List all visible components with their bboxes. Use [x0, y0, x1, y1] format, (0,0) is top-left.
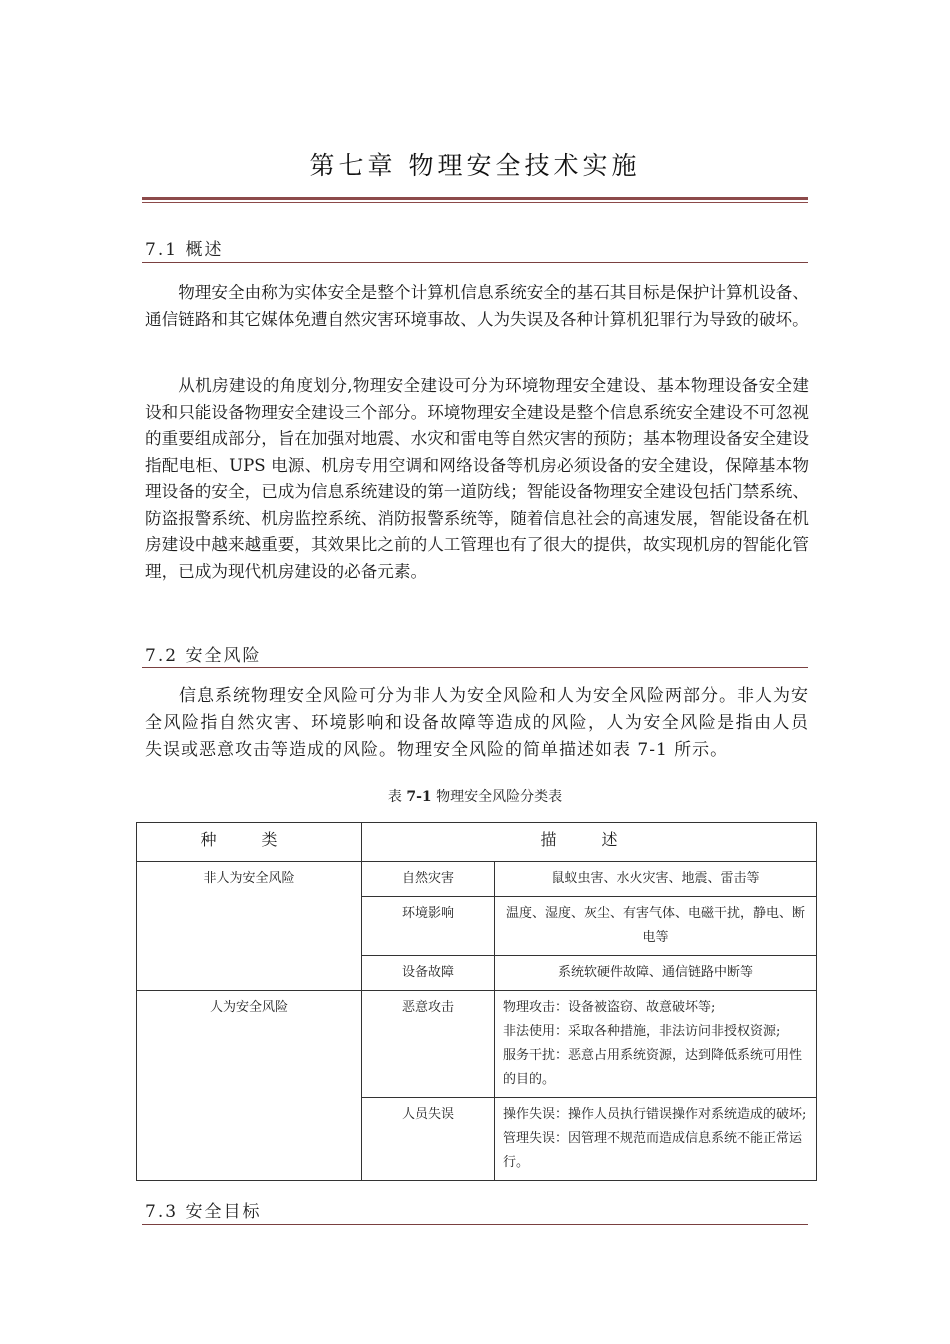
desc-human-error — [495, 1098, 817, 1181]
risk-table — [136, 822, 817, 1181]
desc-line: 管理失误：因管理不规范而造成信息系统不能正常运行。 — [503, 1131, 803, 1170]
type-malicious-attack: 恶意攻击 — [362, 991, 495, 1098]
table-caption — [0, 786, 950, 806]
caption-number: 7-1 — [406, 789, 432, 805]
desc-environment: 温度、湿度、灰尘、有害气体、电磁干扰，静电、断电等 — [495, 897, 817, 956]
section-rule-goals — [142, 1224, 808, 1225]
section-heading-goals: 7.3 安全目标 — [145, 1202, 262, 1222]
category-non-human: 非人为安全风险 — [137, 862, 362, 991]
paragraph-overview-1: 物理安全由称为实体安全是整个计算机信息系统安全的基石其目标是保护计算机设备、通信链路和其它媒体免遭自然灾害环境事故、人为失误及各种计算机犯罪行为导致的破坏。 — [145, 283, 809, 329]
caption-prefix: 表 — [387, 789, 407, 805]
section-heading-risk: 7.2 安全风险 — [145, 646, 262, 666]
caption-text: 物理安全风险分类表 — [431, 789, 563, 805]
desc-line: 非法使用：采取各种措施，非法访问非授权资源; — [503, 1024, 781, 1039]
type-human-error: 人员失误 — [362, 1098, 495, 1181]
title-rule-thick — [142, 197, 808, 200]
type-environment: 环境影响 — [362, 897, 495, 956]
desc-malicious-attack — [495, 991, 817, 1098]
section-rule-risk — [142, 667, 808, 668]
desc-device-failure: 系统软硬件故障、通信链路中断等 — [495, 956, 817, 991]
paragraph-risk-intro: 信息系统物理安全风险可分为非人为安全风险和人为安全风险两部分。非人为安全风险指自然灾害、环境影响和设备故障等造成的风险，人为安全风险是指由人员失误或恶意攻击等造成的风险。物理安全风险的简单描述如表 7-1 所示。 — [145, 686, 809, 760]
title-rule-thin — [142, 202, 808, 203]
section-heading-overview: 7.1 概述 — [145, 240, 224, 260]
desc-line: 物理攻击：设备被盗窃、故意破坏等; — [503, 1000, 716, 1015]
desc-natural-disaster: 鼠蚁虫害、水火灾害、地震、雷击等 — [495, 862, 817, 897]
section-rule-overview — [142, 262, 808, 263]
desc-line: 操作失误：操作人员执行错误操作对系统造成的破坏; — [503, 1107, 807, 1122]
type-natural-disaster: 自然灾害 — [362, 862, 495, 897]
table-row — [137, 862, 817, 897]
category-human: 人为安全风险 — [137, 991, 362, 1181]
desc-line: 服务干扰：恶意占用系统资源，达到降低系统可用性的目的。 — [503, 1048, 803, 1087]
table-row — [137, 991, 817, 1098]
chapter-title: 第七章 物理安全技术实施 — [309, 151, 641, 180]
header-category: 种 类 — [137, 823, 362, 862]
table-header-row — [137, 823, 817, 862]
header-description: 描 述 — [362, 823, 817, 862]
type-device-failure: 设备故障 — [362, 956, 495, 991]
paragraph-overview-2: 从机房建设的角度划分,物理安全建设可分为环境物理安全建设、基本物理设备安全建设和只能设备物理安全建设三个部分。环境物理安全建设是整个信息系统安全建设不可忽视的重要组成部分，旨在加强对地震、水灾和雷电等自然灾害的预防；基本物理设备安全建设指配电柜、UPS 电源、机房专用空调和网络设备等机房必须设备的安全建设，保障基本物理设备的安全，已成为信息系统建设的第一道防线；智能设备物理安全建设包括门禁系统、防盗报警系统、机房监控系统、消防报警系统等，随着信息社会的高速发展，智能设备在机房建设中越来越重要，其效果比之前的人工管理也有了很大的提供，故实现机房的智能化管理，已成为现代机房建设的必备元素。 — [145, 376, 809, 581]
